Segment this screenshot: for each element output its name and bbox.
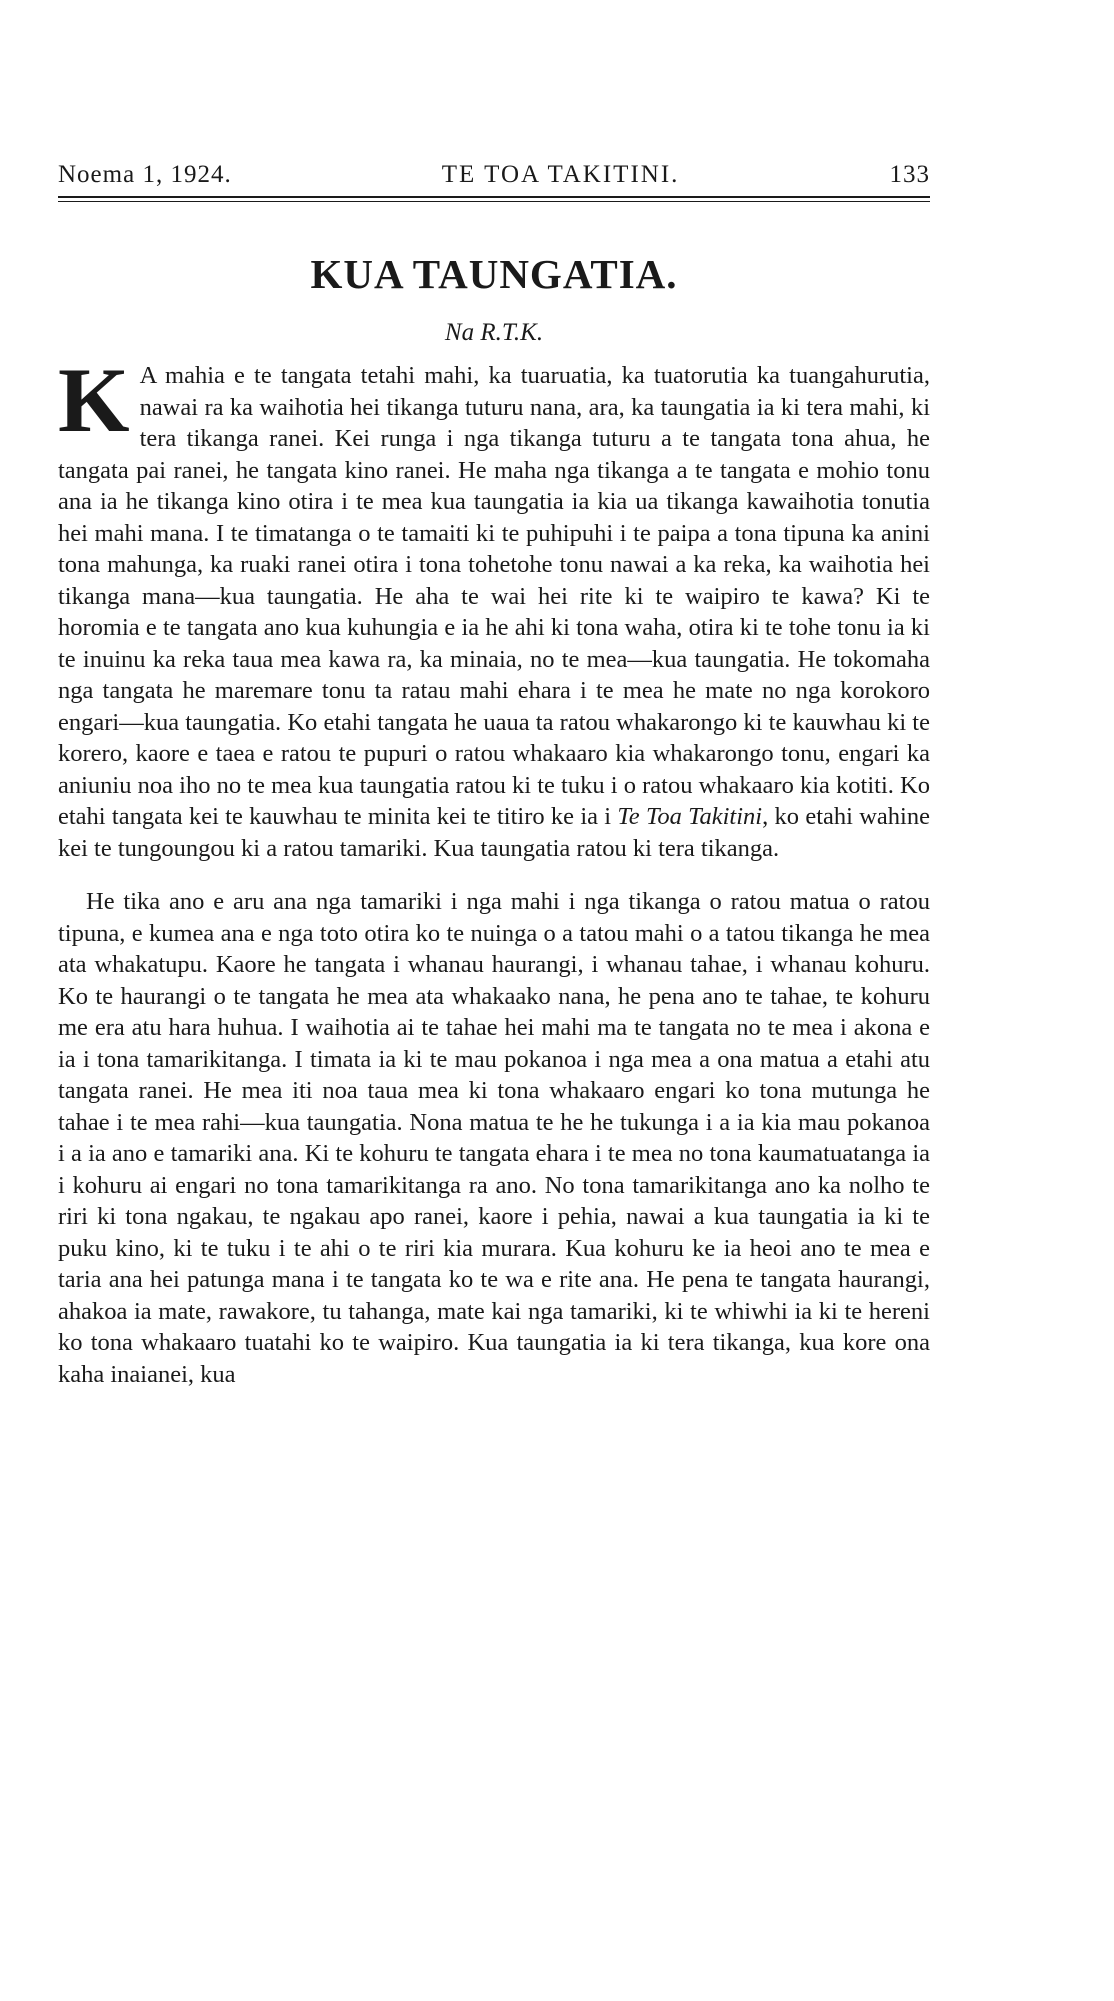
paragraph-1: [58, 349, 930, 864]
article-body: [58, 349, 930, 1390]
page: [58, 160, 930, 1390]
paragraph-2: He tika ano e aru ana nga tamariki i nga mahi i nga tikanga o ratou matua o ratou tipuna, e kumea ana e nga toto otira ko te nuinga o a tatou mahi o a tatou tikanga he mea ata whakatupu. Kaore he tangata i whanau haurangi, i whanau tahae, i whanau kohuru. Ko te haurangi o te tangata he mea ata whakaako nana, he pena ano te tahae, te kohuru me era atu hara huhua. I waihotia ai te tahae hei mahi ma te tangata no te mea i akona e ia i tona tamarikitanga. I timata ia ki te mau pokanoa i nga mea a ona matua a etahi atu tangata ranei. He mea iti noa taua mea ki tona whakaaro engari ko tona mutunga he tahae i te mea rahi—kua taungatia. Nona matua te he he tukunga i a ia kia mau pokanoa i a ia ano e tamariki ana. Ki te kohuru te tangata ehara i te mea no tona kaumatuatanga ia i kohuru ai engari no tona tamarikitanga ra ano. No tona tamarikitanga ano ka nolho te riri ki tona ngakau, te ngakau apo ranei, kaore i pehia, nawai a kua taungatia ia ki te puku kino, ki te tuku i te ahi o te riri kia murara. Kua kohuru ke ia heoi ano te mea e taria ana hei patunga mana i te tangata ko te wa e rite ana. He pena te tangata haurangi, ahakoa ia mate, rawakore, tu tahanga, mate kai nga tamariki, ki te whiwhi ia ki te hereni ko tona whakaaro tuatahi ko te waipiro. Kua taungatia ia ki tera tikanga, kua kore ona kaha inaianei, kua: [58, 888, 930, 1388]
byline: Na R.T.K.: [444, 319, 544, 346]
header-rule: [58, 196, 930, 202]
paragraph-1-end: , ko etahi wahine kei te tungoungou ki a ratou tamariki. Kua taungatia ratou ki tera tikanga.: [58, 803, 930, 862]
article-title: KUA TAUNGATIA.: [310, 251, 678, 297]
issue-date: Noema 1, 1924.: [58, 161, 232, 188]
running-head: [58, 160, 930, 190]
drop-cap: K: [58, 349, 130, 451]
publication-italic: Te Toa Takitini: [617, 803, 763, 830]
publication-title: TE TOA TAKITINI.: [441, 161, 680, 188]
paragraph-1-text: A mahia e te tangata tetahi mahi, ka tuaruatia, ka tuatorutia ka tuangahurutia, nawai ra ka waihotia hei tikanga tuturu nana, ara, ka taungatia ia ki tera mahi, ki tera tikanga ranei. Kei runga i nga tikanga tuturu a te tangata tona ahua, he tangata pai ranei, he tangata kino ranei. He maha nga tikanga a te tangata e mohio tonu ana ia he tikanga kino otira i te mea kua taungatia ia kia ua tikanga kawaihotia tonutia hei mahi mana. I te timatanga o te tamaiti ki te puhipuhi i te paipa a tona tipuna ka anini tona mahunga, ka ruaki ranei otira i tona tohetohe tonu nawai a ka reka, ka waihotia hei tikanga mana—kua taungatia. He aha te wai hei rite ki te waipiro te kawa? Ki te horomia e te tangata ano kua kuhungia e ia he ahi ki tona waha, otira ki te tohe tonu ia ki te inuinu ka reka taua mea kawa ra, ka minaia, no te mea—kua taungatia. He tokomaha nga tangata he maremare tonu ta ratau mahi ehara i te mea he mate no nga korokoro engari—kua taungatia. Ko etahi tangata he uaua ta ratou whakarongo ki te kauwhau ki te korero, kaore e taea e ratou te pupuri o ratou whakaaro kia whakarongo tonu, engari ka aniuniu noa iho no te mea kua taungatia ratou ki te tuku i o ratou whakaaro kia kotiti. Ko etahi tangata kei te kauwhau te minita kei te titiro ke ia i: [58, 362, 930, 830]
page-number: 133: [889, 161, 930, 188]
